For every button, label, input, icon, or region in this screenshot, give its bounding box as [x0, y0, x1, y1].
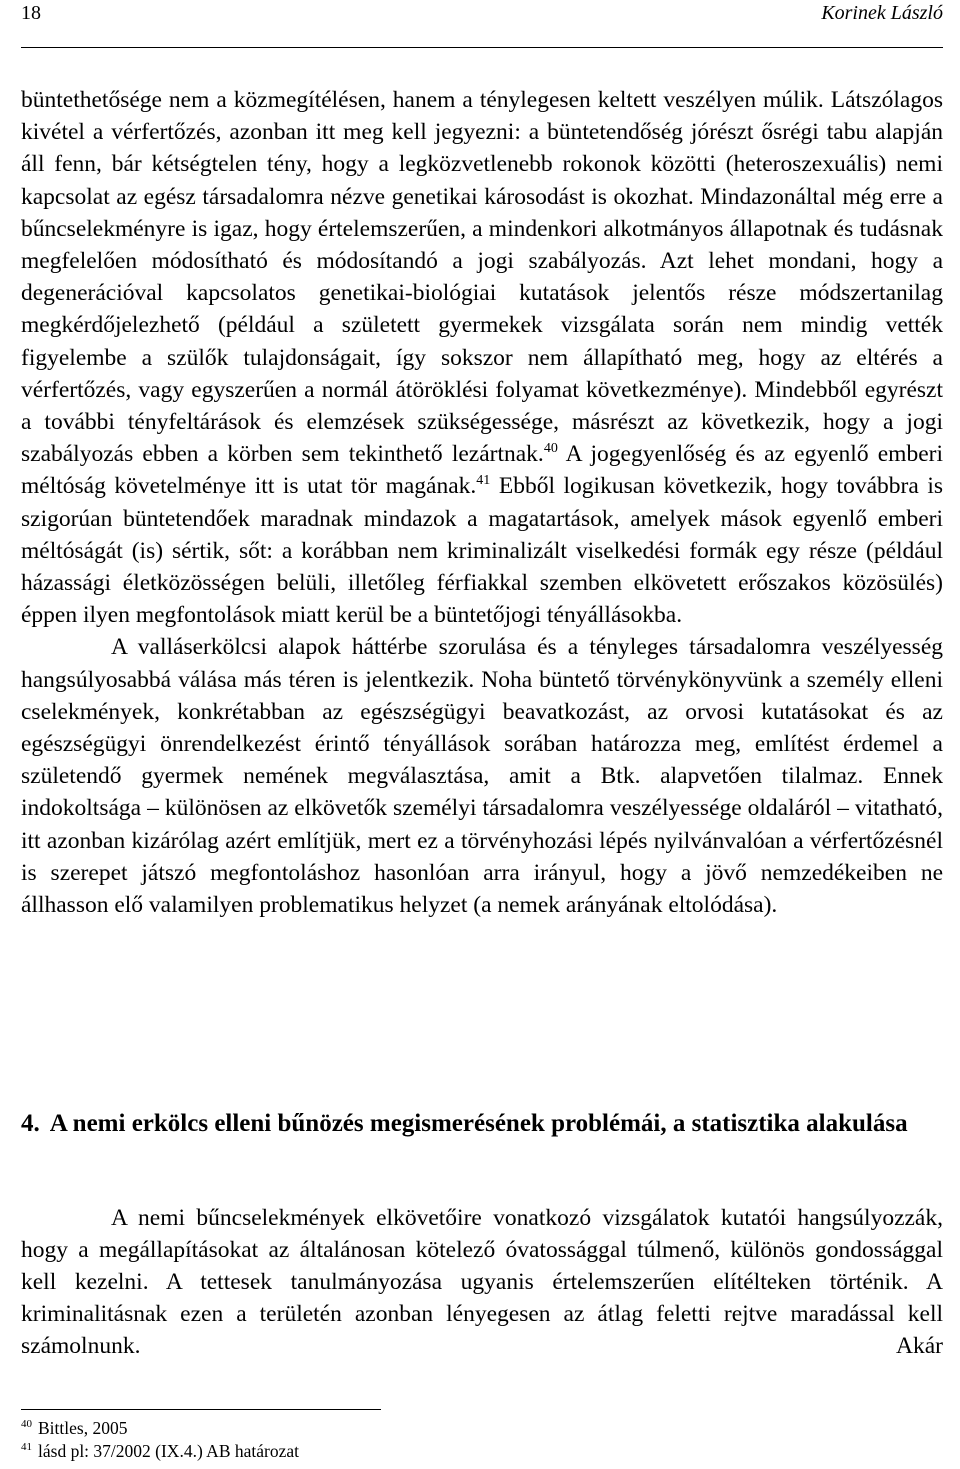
- paragraph-text: A jogegyenlőség és az egyenlő emberi méltóság követelménye itt is utat tör magának.: [21, 441, 943, 500]
- footnote-mark: 41: [21, 1441, 32, 1454]
- footnote: [21, 1440, 299, 1463]
- footnote-reference[interactable]: 41: [476, 473, 491, 489]
- paragraph: [21, 84, 943, 631]
- section-title: A nemi erkölcs elleni bűnözés megismerésének problémái, a statisztika alakulása: [49, 1110, 908, 1137]
- section-body: [21, 1202, 943, 1362]
- footnote-mark: 40: [21, 1418, 32, 1431]
- page-number: 18: [21, 2, 41, 24]
- section-number: 4.: [21, 1110, 40, 1137]
- footnote: [21, 1417, 299, 1440]
- footnote-text: lásd pl: 37/2002 (IX.4.) AB határozat: [38, 1441, 299, 1461]
- paragraph: A valláserkölcsi alapok háttérbe szorulása és a tényleges társadalomra veszélyesség hangsúlyosabbá válása más téren is jelentkezik. Noha büntető törvénykönyvünk a személy elleni cselekmények, konkrétabban az egészségügyi beavatkozást, az orvosi kutatásokat és az egészségügyi önrendelkezést érintő tényállások sorában határozza meg, említést érdemel a születendő gyermek nemének megválasztása, amit a Btk. alapvetően tilalmaz. Ennek indokoltsága – különösen az elkövetők személyi társadalomra veszélyessége oldaláról – vitatható, itt azonban kizárólag azért említjük, mert ez a törvényhozási lépés nyilvánvalóan a vérfertőzésnél is szerepet játszó megfontoláshoz hasonlóan arra irányul, hogy a jövő nemzedékeiben ne állhasson elő valamilyen problematikus helyzet (a nemek arányának eltolódása).: [21, 634, 943, 919]
- footnotes: [21, 1417, 299, 1463]
- footnote-text: Bittles, 2005: [38, 1418, 128, 1438]
- paragraph: A nemi bűncselekmények elkövetőire vonatkozó vizsgálatok kutatói hangsúlyozzák, hogy a megállapításokat az általánosan kötelező óvatossággal túlmenő, különös gondossággal kell kezelni. A tettesek tanulmányozása ugyanis értelemszerűen elítélteken történik. A kriminalitásnak ezen a területén azonban lényegesen az átlag feletti rejtve maradással kell számolnunk. Akár: [21, 1205, 943, 1359]
- running-author: Korinek László: [821, 2, 943, 24]
- section-heading: [21, 1107, 943, 1141]
- footnote-divider: [21, 1409, 381, 1410]
- paragraph-text: Ebből logikusan következik, hogy továbbra is szigorúan büntetendőek maradnak mindazok a magatartások, amelyek mások egyenlő emberi méltóságát (is) sértik, sőt: a korábban nem kriminalizált viselkedési formák egy része (például házassági életközösségen belüli, illetőleg férfiakkal szemben elkövetett erőszakos közösülés) éppen ilyen megfontolások miatt kerül be a büntetőjogi tényállásokba.: [21, 473, 943, 629]
- main-text: [21, 84, 943, 921]
- paragraph-text: büntethetősége nem a közmegítélésen, hanem a ténylegesen keltett veszélyen múlik. Látszólagos kivétel a vérfertőzés, azonban itt meg kell jegyezni: a büntetendőség jórészt ősrégi tabu alapján áll fenn, bár kétségtelen tény, hogy a legközvetlenebb rokonok közötti (heteroszexuális) nemi kapcsolat az egész társadalomra nézve genetikai károsodást is okozhat. Mindazonáltal még erre a bűncselekményre is igaz, hogy értelemszerűen, a mindenkori alkotmányos állapotnak és tudásnak megfelelően módosítható és módosítandó a jogi szabályozás. Azt lehet mondani, hogy a degenerációval kapcsolatos genetikai-biológiai kutatások jelentős része módszertanilag megkérdőjelezhető (például a született gyermekek vizsgálata során nem mindig vették figyelembe a szülők tulajdonságait, így sokszor nem állapítható meg, hogy az eltérés a vérfertőzés, vagy egyszerűen a normál átöröklési folyamat következménye). Mindebből egyrészt a további tényfeltárások és elemzések szükségessége, másrészt az következik, hogy a jogi szabályozás ebben a körben sem tekinthető lezártnak.: [21, 87, 943, 468]
- footnote-reference[interactable]: 40: [543, 441, 558, 457]
- page-header: [21, 0, 943, 48]
